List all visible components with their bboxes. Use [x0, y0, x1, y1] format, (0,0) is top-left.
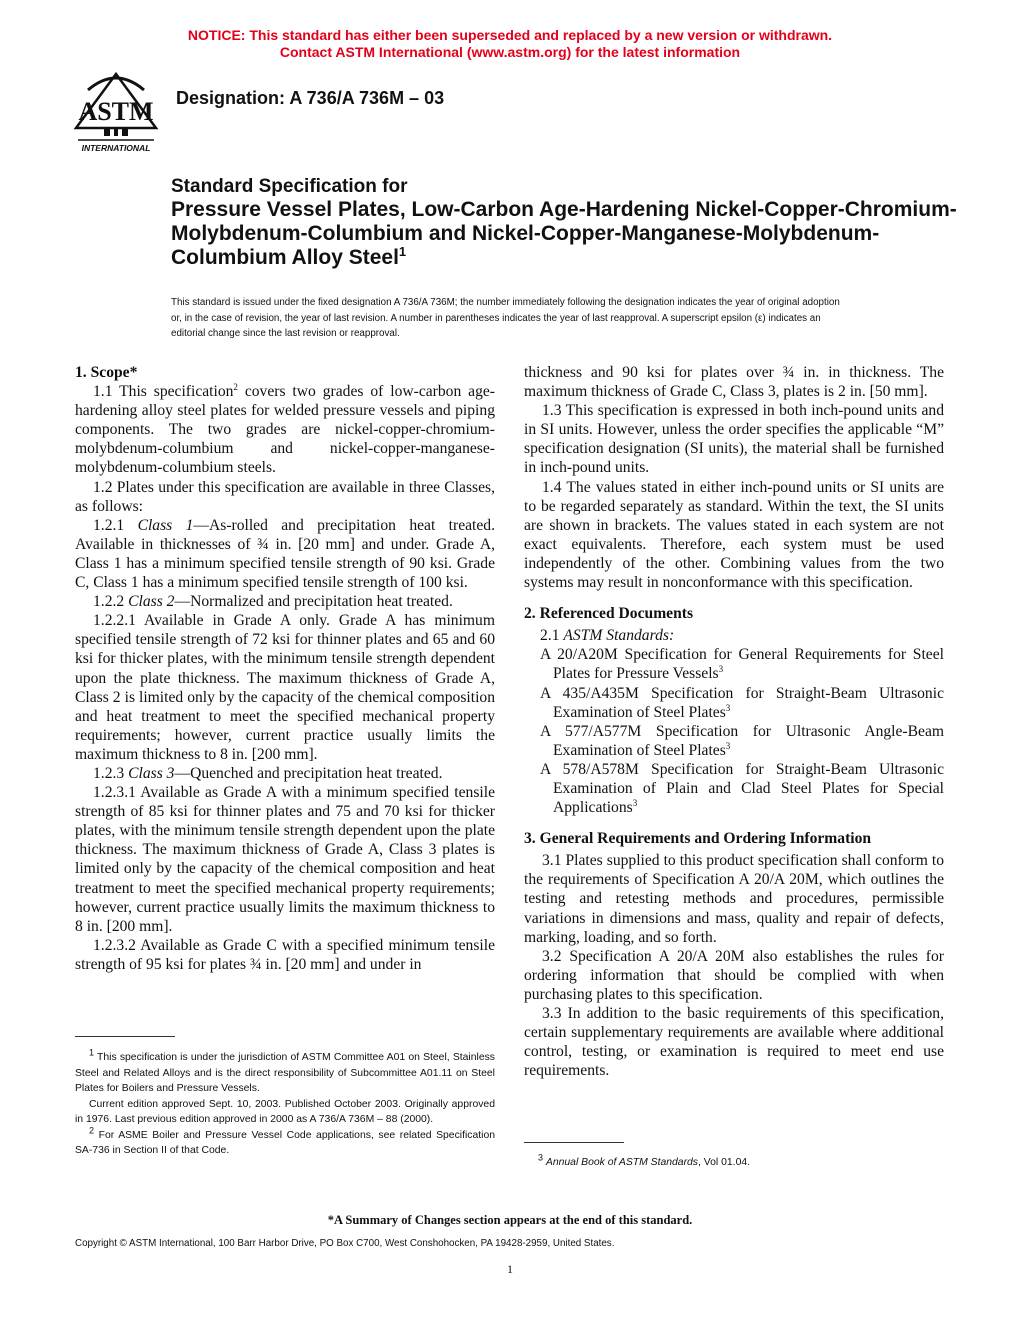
astm-logo	[70, 70, 162, 158]
para-1-2-3-2-continued: thickness and 90 ksi for plates over ¾ in. in thickness. The maximum thickness of Grade C, Class 3, plates is 2 in. [50 mm].	[524, 364, 944, 401]
summary-note: *A Summary of Changes section appears at the end of this standard.	[327, 1213, 693, 1227]
page-number: 1	[507, 1262, 513, 1276]
para-1-2-3: 1.2.3 Class 3—Quenched and precipitation heat treated.	[93, 764, 443, 782]
astm-logo-icon	[70, 70, 162, 158]
para-1-2-2: 1.2.2 Class 2—Normalized and precipitation heat treated.	[93, 593, 453, 611]
para-1-2-2-1: 1.2.2.1 Available in Grade A only. Grade A has minimum specified tensile strength of 72 ksi for thinner plates and 65 and 60 ksi for thicker plates, with the minimum tensile strength dependent upon the plate thickness. The maximum thickness of Grade A, Class 2 is limited only by the capacity of the chemical composition and heat treatment to meet the specified mechanical property requirements; however, current practice usually limits the maximum thickness to 8 in. [200 mm].	[75, 612, 495, 763]
copyright: Copyright © ASTM International, 100 Barr Harbor Drive, PO Box C700, West Conshohocken, PA 19428-2959, United States.	[75, 1238, 615, 1249]
title-text: Pressure Vessel Plates, Low-Carbon Age-Hardening Nickel-Copper-Chromium-Molybdenum-Columbium and Nickel-Copper-Manganese-Molybdenum-Columbium Alloy Steel	[171, 198, 957, 269]
para-1-2: 1.2 Plates under this specification are available in three Classes, as follows:	[75, 478, 495, 515]
para-1-2-3-2: 1.2.3.2 Available as Grade C with a specified minimum tensile strength of 95 ksi for plates ¾ in. [20 mm] and under in	[75, 936, 495, 973]
para-1-3: 1.3 This specification is expressed in both inch-pound units and in SI units. However, unless the order specifies the applicable “M” specification designation (SI units), the material shall be furnished in inch-pound units.	[524, 402, 944, 477]
para-1-4: 1.4 The values stated in either inch-pound units or SI units are to be regarded separately as standard. Within the text, the SI units are shown in brackets. The values stated in each system are not exact equivalents. Therefore, each system must be used independently of the other. Combining values from the two systems may result in nonconformance with this specification.	[524, 478, 944, 592]
footnote-3: $^3$ Annual Book of ASTM Standards, Vol 01.04.	[538, 1152, 751, 1168]
para-1-2-1: 1.2.1 Class 1—As-rolled and precipitation heat treated. Available in thicknesses of ¾ in. [20 mm] and under. Grade A, Class 1 has a minimum specified tensile strength of 90 ksi. Grade C, Class 1 has a minimum specified tensile strength of 100 ksi.	[75, 516, 495, 592]
title-prefix: Standard Specification for	[171, 176, 408, 197]
withdrawal-notice	[0, 27, 1020, 61]
para-3-1: 3.1 Plates supplied to this product specification shall conform to the requirements of Specification A 20/A 20M, which outlines the testing and retesting methods and procedures, permissible variations in dimensions and mass, quality and repair of defects, marking, loading, and so forth.	[524, 852, 944, 946]
para-1-1: 1.1 This specification$^2$ covers two grades of low-carbon age-hardening alloy steel plates for welded pressure vessels and piping components. The two grades are nickel-copper-chromium-molybdenum-columbium and nickel-copper-manganese-molybdenum-columbium steels.	[75, 381, 495, 477]
footnote-1-approval: Current edition approved Sept. 10, 2003. Published October 2003. Originally approved in 1976. Last previous edition approved in 2000 as A 736/A 736M – 88 (2000).	[75, 1098, 495, 1125]
title-footnote-mark: 1	[398, 244, 407, 259]
ref-a578: A 578/A578M Specification for Straight-Beam Ultrasonic Examination of Plain and Clad Steel Plates for Special Applications$^3$	[540, 760, 944, 817]
title-main	[171, 198, 971, 270]
left-column	[75, 363, 495, 974]
footnotes-left	[75, 1047, 496, 1159]
notice-line-1: NOTICE: This standard has either been superseded and replaced by a new version or withdrawn.	[187, 27, 833, 43]
footnote-rule-left	[75, 1036, 175, 1037]
right-column	[524, 363, 944, 1080]
footnote-2: $^2$ For ASME Boiler and Pressure Vessel Code applications, see related Specification SA-736 in Section II of that Code.	[75, 1125, 496, 1156]
para-3-3: 3.3 In addition to the basic requirements of this specification, certain supplementary requirements are available where additional control, testing, or examination is required to meet end use requirements.	[524, 1005, 944, 1080]
footnote-1: $^1$ This specification is under the jurisdiction of ASTM Committee A01 on Steel, Stainless Steel and Related Alloys and is the direct responsibility of Subcommittee A01.11 on Steel Plates for Boilers and Pressure Vessels.	[75, 1047, 496, 1094]
para-3-2: 3.2 Specification A 20/A 20M also establishes the rules for ordering information that should be complied with when purchasing plates to this specification.	[524, 947, 944, 1003]
footnotes-right	[524, 1152, 944, 1171]
designation: Designation: A 736/A 736M – 03	[176, 88, 445, 108]
title-block	[171, 175, 971, 270]
footnote-rule-right	[524, 1142, 624, 1143]
ref-a435: A 435/A435M Specification for Straight-Beam Ultrasonic Examination of Steel Plates$^3$	[540, 684, 944, 721]
issue-note: This standard is issued under the fixed designation A 736/A 736M; the number immediately following the designation indicates the year of original adoption or, in the case of revision, the year of last revision. A number in parentheses indicates the year of last reapproval. A superscript epsilon (ε) indicates an editorial change since the last revision or reapproval.	[171, 297, 840, 339]
para-2-1: 2.1 ASTM Standards:	[540, 627, 675, 645]
section-1-heading: 1. Scope*	[75, 364, 138, 381]
logo-letters: ASTM	[78, 97, 154, 126]
ref-a20: A 20/A20M Specification for General Requirements for Steel Plates for Pressure Vessels$^3$	[540, 646, 944, 683]
para-1-2-3-1: 1.2.3.1 Available as Grade A with a minimum specified tensile strength of 85 ksi for thinner plates and 75 and 70 ksi for thicker plates, with the minimum tensile strength dependent upon the plate thickness. The maximum thickness of Grade A, Class 3 plates is limited only by the capacity of the chemical composition and heat treatment to meet the specified mechanical property requirements; however, current practice usually limits the maximum thickness to 8 in. [200 mm].	[75, 784, 495, 935]
section-2-heading: 2. Referenced Documents	[524, 605, 694, 623]
notice-line-2: Contact ASTM International (www.astm.org) for the latest information	[279, 44, 741, 60]
ref-a577: A 577/A577M Specification for Ultrasonic Angle-Beam Examination of Steel Plates$^3$	[540, 722, 944, 759]
section-3-heading: 3. General Requirements and Ordering Information	[524, 830, 872, 848]
logo-word: INTERNATIONAL	[81, 143, 151, 153]
